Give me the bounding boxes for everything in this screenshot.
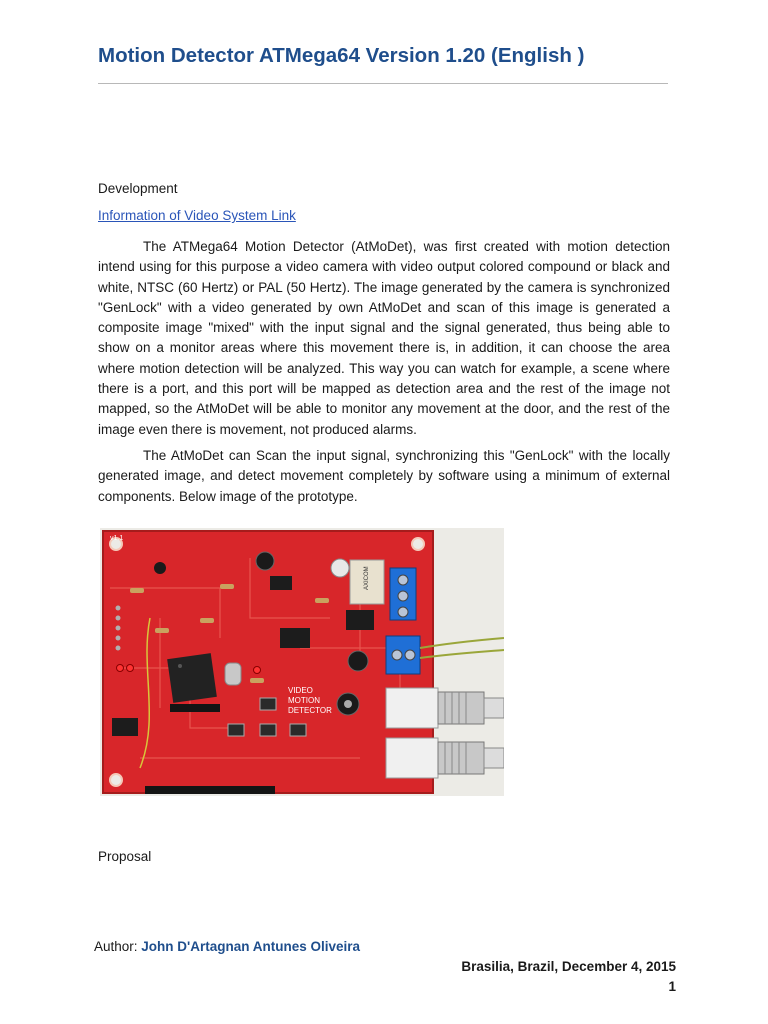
video-system-link[interactable]: Information of Video System Link: [98, 208, 296, 223]
body-paragraph-1: The ATMega64 Motion Detector (AtMoDet), was first created with motion detection intend using for this purpose a video camera with video output colored compound or black and white, NTSC (60 Hertz) or PAL (50 Hertz). The image generated by the camera is synchronized "GenLock" with a video generated by own AtMoDet and scan of this image is generated a composite image "mixed" with the input signal and the signal generated, thus being able to show on a monitor areas where this movement there is, in addition, it can choose the area where motion detection will be analyzed. This way you can watch for example, a scene where there is a port, and this port will be mapped as detection area and the rest of the image not mapped, so the AtMoDet will be able to monitor any movement at the door, and the rest of the image even there is movement, not produced alarms.: [98, 239, 670, 437]
page-number: 1: [668, 979, 676, 994]
relay-brand-label: AXICOM: [364, 566, 370, 590]
board-label-detector: DETECTOR: [288, 706, 332, 715]
board-label-motion: MOTION: [288, 696, 320, 705]
page-title: Motion Detector ATMega64 Version 1.20 (English ): [98, 44, 585, 67]
document-date: Brasilia, Brazil, December 4, 2015: [461, 959, 676, 974]
section-heading-development: Development: [98, 181, 178, 196]
author-name: John D'Artagnan Antunes Oliveira: [141, 939, 361, 954]
prototype-photo: [100, 528, 504, 796]
board-version-label: v1.1: [110, 535, 124, 542]
title-divider: [98, 83, 668, 84]
board-label-video: VIDEO: [288, 686, 313, 695]
prototype-board-image: [100, 528, 504, 796]
body-paragraph-2: The AtMoDet can Scan the input signal, synchronizing this "GenLock" with the locally generated image, and detect movement completely by software using a minimum of external components. Below image of the prototype.: [98, 448, 670, 504]
section-heading-proposal: Proposal: [98, 849, 152, 864]
author-label: Author:: [94, 939, 142, 954]
author-line: [94, 939, 360, 954]
